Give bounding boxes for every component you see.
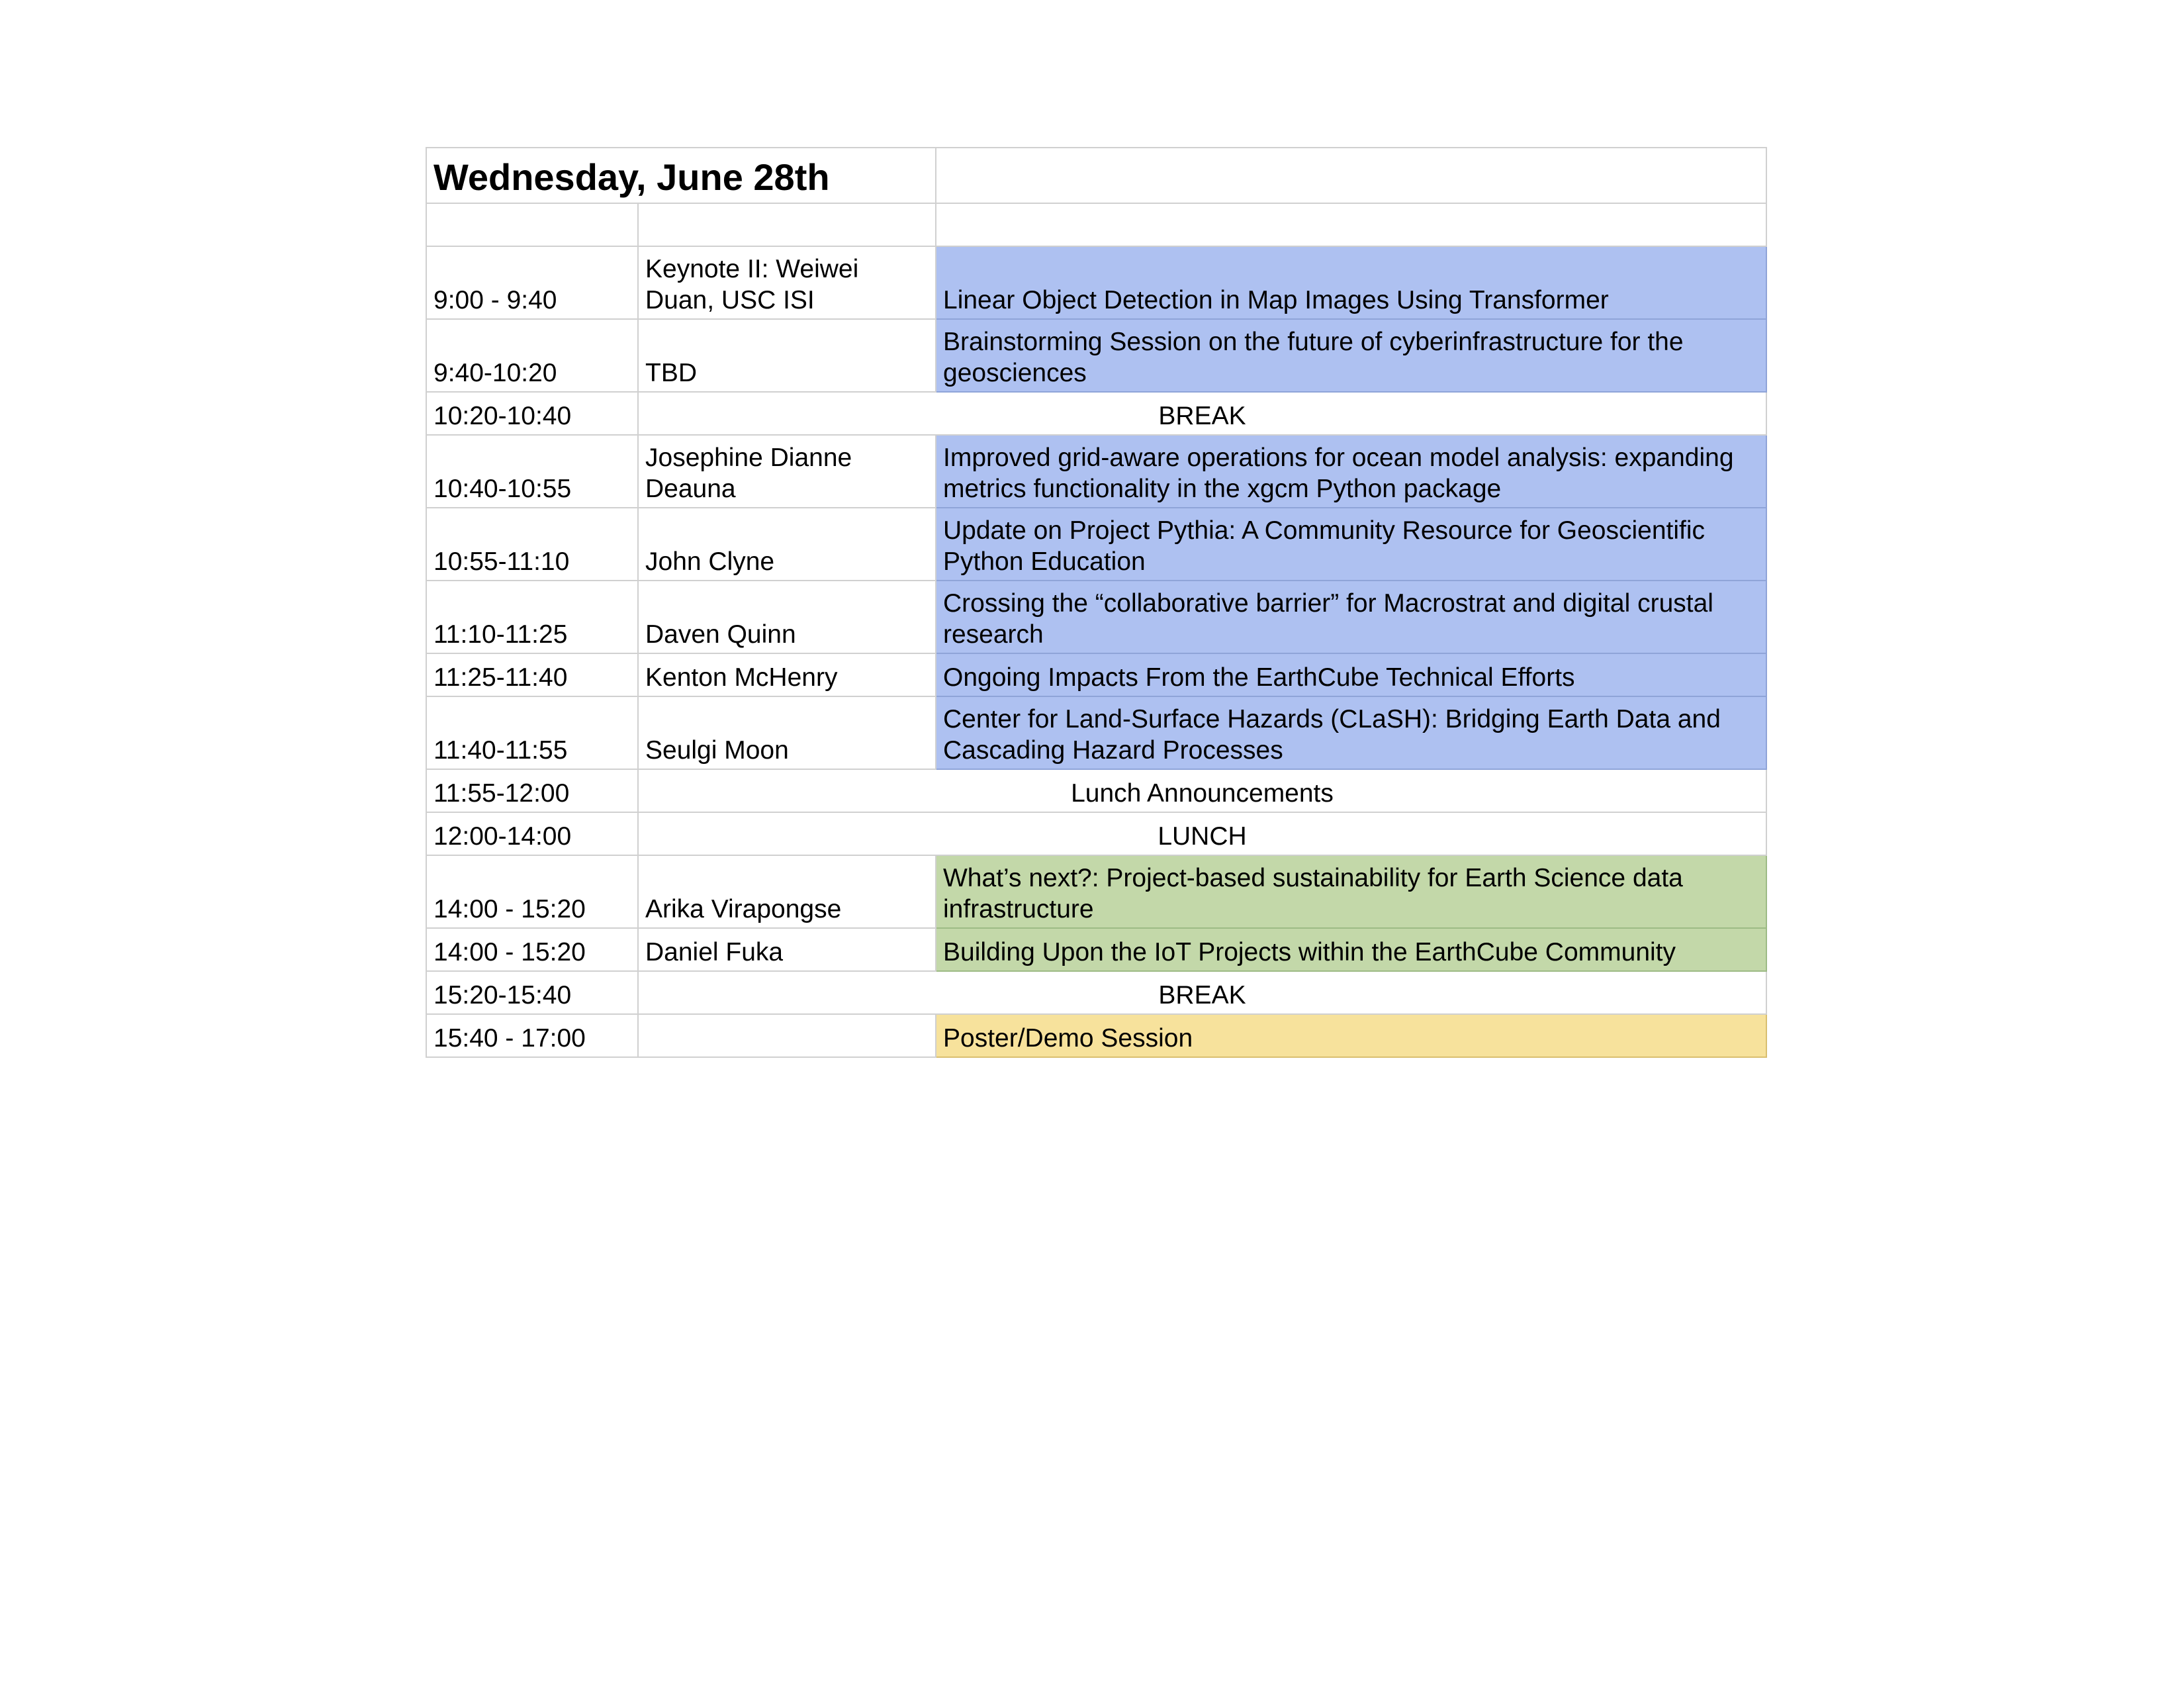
table-row bbox=[426, 769, 1766, 812]
title-cell: Brainstorming Session on the future of cyberinfrastructure for the geosciences bbox=[936, 319, 1766, 392]
empty-cell bbox=[936, 148, 1766, 203]
announcement-label: Lunch Announcements bbox=[638, 769, 1766, 812]
break-label: BREAK bbox=[638, 392, 1766, 435]
time-cell: 11:40-11:55 bbox=[426, 696, 638, 769]
empty-cell bbox=[426, 203, 638, 246]
speaker-cell: Arika Virapongse bbox=[638, 855, 936, 928]
speaker-cell: Kenton McHenry bbox=[638, 653, 936, 696]
table-row bbox=[426, 971, 1766, 1014]
speaker-cell: Keynote II: Weiwei Duan, USC ISI bbox=[638, 246, 936, 319]
time-cell: 9:00 - 9:40 bbox=[426, 246, 638, 319]
title-cell: Update on Project Pythia: A Community Resource for Geoscientific Python Education bbox=[936, 508, 1766, 581]
time-cell: 15:20-15:40 bbox=[426, 971, 638, 1014]
title-cell: Linear Object Detection in Map Images Using Transformer bbox=[936, 246, 1766, 319]
title-cell: Crossing the “collaborative barrier” for Macrostrat and digital crustal research bbox=[936, 581, 1766, 653]
time-cell: 11:55-12:00 bbox=[426, 769, 638, 812]
speaker-cell: TBD bbox=[638, 319, 936, 392]
speaker-cell bbox=[638, 1014, 936, 1057]
title-cell: What’s next?: Project-based sustainability for Earth Science data infrastructure bbox=[936, 855, 1766, 928]
speaker-cell: John Clyne bbox=[638, 508, 936, 581]
title-cell: Center for Land-Surface Hazards (CLaSH): Bridging Earth Data and Cascading Hazard Processes bbox=[936, 696, 1766, 769]
time-cell: 10:20-10:40 bbox=[426, 392, 638, 435]
table-row bbox=[426, 1014, 1766, 1057]
title-cell: Ongoing Impacts From the EarthCube Technical Efforts bbox=[936, 653, 1766, 696]
table-row bbox=[426, 855, 1766, 928]
table-row bbox=[426, 696, 1766, 769]
title-cell: Building Upon the IoT Projects within the EarthCube Community bbox=[936, 928, 1766, 971]
time-cell: 14:00 - 15:20 bbox=[426, 928, 638, 971]
speaker-cell: Daven Quinn bbox=[638, 581, 936, 653]
table-row bbox=[426, 319, 1766, 392]
time-cell: 15:40 - 17:00 bbox=[426, 1014, 638, 1057]
time-cell: 14:00 - 15:20 bbox=[426, 855, 638, 928]
break-label: BREAK bbox=[638, 971, 1766, 1014]
table-row bbox=[426, 508, 1766, 581]
table-row bbox=[426, 392, 1766, 435]
time-cell: 10:40-10:55 bbox=[426, 435, 638, 508]
table-row bbox=[426, 653, 1766, 696]
speaker-cell: Seulgi Moon bbox=[638, 696, 936, 769]
table-row bbox=[426, 581, 1766, 653]
time-cell: 10:55-11:10 bbox=[426, 508, 638, 581]
table-row-header bbox=[426, 148, 1766, 203]
speaker-cell: Josephine Dianne Deauna bbox=[638, 435, 936, 508]
table-row bbox=[426, 928, 1766, 971]
empty-cell bbox=[936, 203, 1766, 246]
lunch-label: LUNCH bbox=[638, 812, 1766, 855]
speaker-cell: Daniel Fuka bbox=[638, 928, 936, 971]
empty-cell bbox=[638, 203, 936, 246]
time-cell: 11:10-11:25 bbox=[426, 581, 638, 653]
table-row bbox=[426, 812, 1766, 855]
time-cell: 12:00-14:00 bbox=[426, 812, 638, 855]
time-cell: 11:25-11:40 bbox=[426, 653, 638, 696]
time-cell: 9:40-10:20 bbox=[426, 319, 638, 392]
table-row-empty bbox=[426, 203, 1766, 246]
table-row bbox=[426, 435, 1766, 508]
day-title: Wednesday, June 28th bbox=[426, 148, 936, 203]
title-cell: Improved grid-aware operations for ocean model analysis: expanding metrics functionality in the xgcm Python package bbox=[936, 435, 1766, 508]
table-row bbox=[426, 246, 1766, 319]
schedule-table bbox=[426, 147, 1767, 1058]
title-cell: Poster/Demo Session bbox=[936, 1014, 1766, 1057]
